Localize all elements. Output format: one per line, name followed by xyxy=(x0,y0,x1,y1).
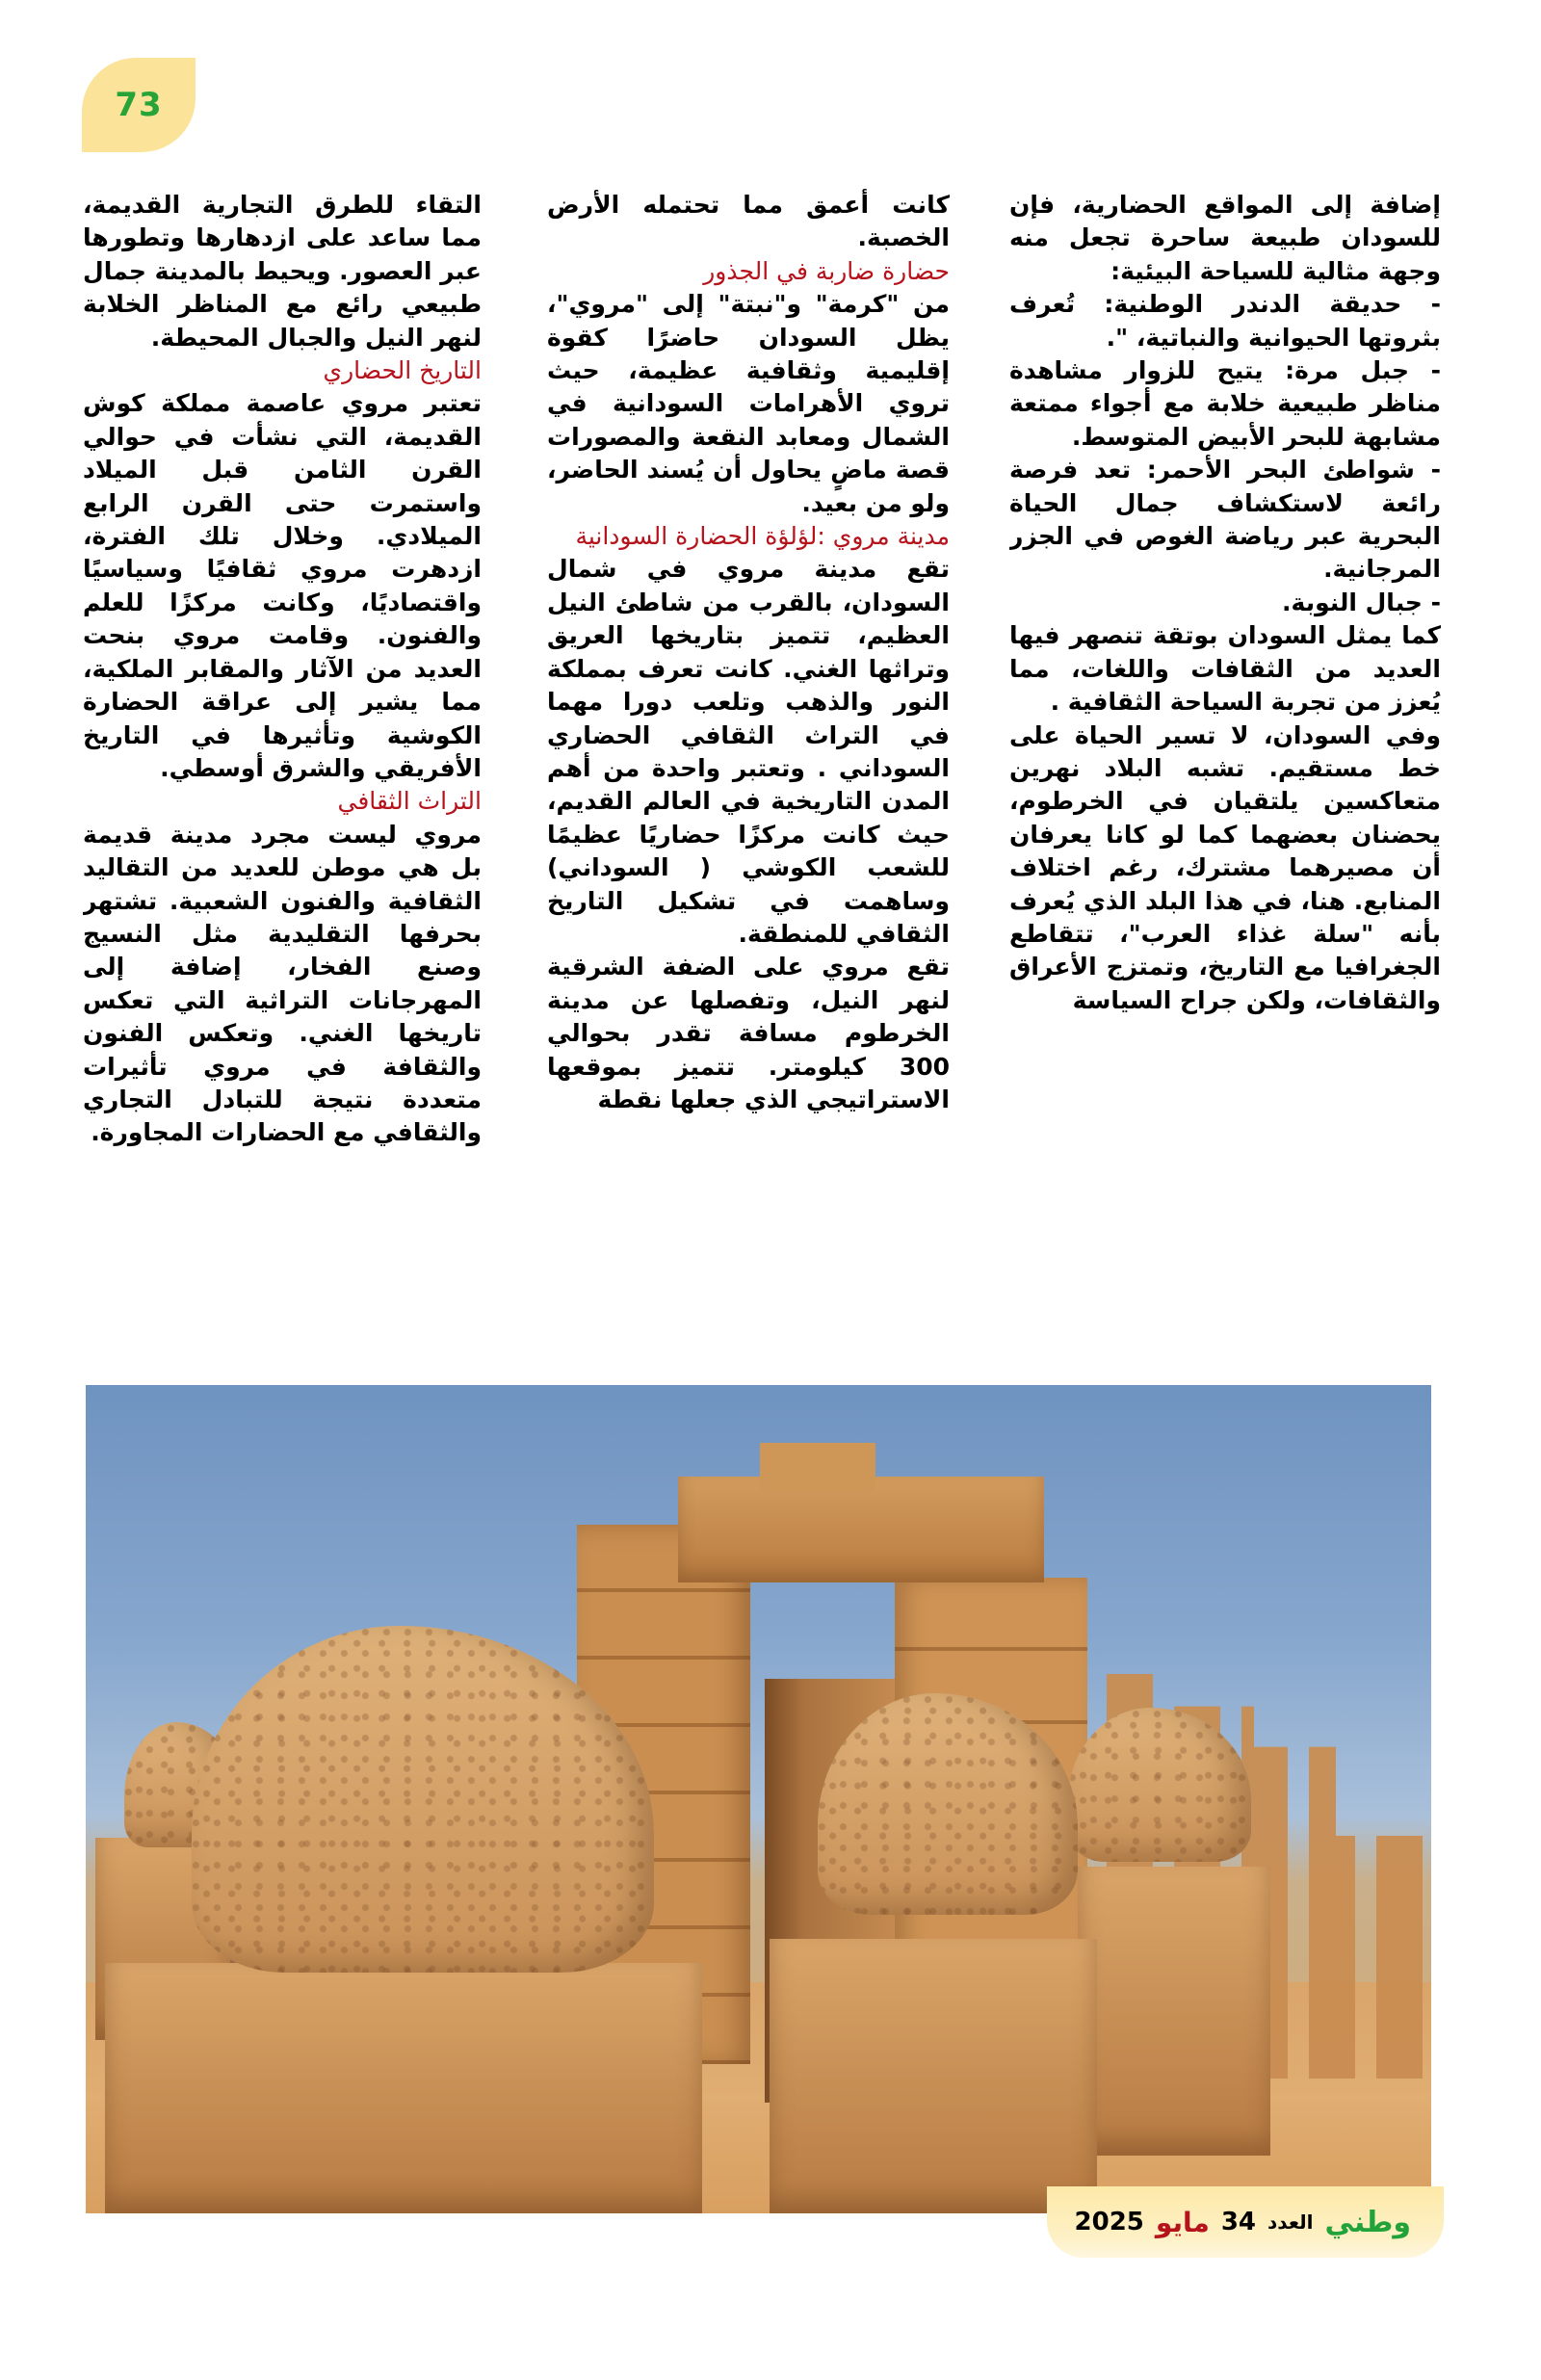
issue-label: العدد xyxy=(1267,2210,1314,2234)
list-item: - شواطئ البحر الأحمر: تعد فرصة رائعة لاستكشاف جمال الحياة البحرية عبر رياضة الغوص في الجزر المرجانية. xyxy=(1009,456,1441,584)
magazine-name: وطني xyxy=(1324,2205,1411,2239)
photo-pedestal xyxy=(105,1963,702,2213)
issue-year: 2025 xyxy=(1074,2208,1144,2236)
paragraph: من "كرمة" و"نبتة" إلى "مروي"، يظل السودان حاضرًا كقوة إقليمية وثقافية عظيمة، حيث تروي الأهرامات السودانية في الشمال ومعابد النقعة والمصورات قصة ماضٍ يحاول أن يُسند الحاضر، ولو من بعيد. xyxy=(547,290,950,517)
article-photo xyxy=(86,1385,1431,2213)
issue-footer xyxy=(1047,2186,1444,2258)
article-column-right xyxy=(1009,189,1441,1375)
photo-pedestal xyxy=(770,1939,1097,2213)
photo-gate-lintel xyxy=(678,1477,1044,1582)
paragraph: كما يمثل السودان بوتقة تنصهر فيها العديد من الثقافات واللغات، مما يُعزز من تجربة السياحة الثقافية . xyxy=(1009,621,1441,717)
photo-pedestal xyxy=(1078,1867,1270,2156)
paragraph: تعتبر مروي عاصمة مملكة كوش القديمة، التي نشأت في حوالي القرن الثامن قبل الميلاد واستمرت حتى القرن الرابع الميلادي. وخلال تلك الفترة، ازدهرت مروي ثقافيًا وسياسيًا واقتصاديًا، وكانت مركزًا للعلم والفنون. وقامت مروي بنحت العديد من الآثار والمقابر الملكية، مما يشير إلى عراقة الحضارة الكوشية وتأثيرها في التاريخ الأفريقي والشرق أوسطي. xyxy=(83,389,482,782)
paragraph: مروي ليست مجرد مدينة قديمة بل هي موطن للعديد من التقاليد الثقافية والفنون الشعبية. تشتهر بحرفها التقليدية مثل النسيج وصنع الفخار، إضافة إلى المهرجانات التراثية التي تعكس تاريخها الغني. وتعكس الفنون والثقافة في مروي تأثيرات متعددة نتيجة للتبادل التجاري والثقافي مع الحضارات المجاورة. xyxy=(83,820,482,1147)
paragraph: التقاء للطرق التجارية القديمة، مما ساعد على ازدهارها وتطورها عبر العصور. ويحيط بالمدينة جمال طبيعي رائع مع المناظر الخلابة لنهر النيل والجبال المحيطة. xyxy=(83,191,482,352)
paragraph: وفي السودان، لا تسير الحياة على خط مستقيم. تشبه البلاد نهرين متعاكسين يلتقيان في الخرطوم، يحضنان بعضهما كما لو كانا يعرفان أن مصيرهما مشترك، رغم اختلاف المنابع. هنا، في هذا البلد الذي يُعرف بأنه "سلة غذاء العرب"، تتقاطع الجغرافيا مع التاريخ، وتمتزج الأعراق والثقافات، ولكن جراح السياسة xyxy=(1009,720,1441,1014)
page-number: 73 xyxy=(115,86,163,124)
paragraph: تقع مروي على الضفة الشرقية لنهر النيل، وتفصلها عن مدينة الخرطوم مسافة تقدر بحوالي 300 كيلومتر. تتميز بموقعها الاستراتيجي الذي جعلها نقطة xyxy=(547,953,950,1113)
section-heading: التراث الثقافي xyxy=(337,787,482,816)
page-number-badge xyxy=(82,58,196,152)
list-item: - حديقة الدندر الوطنية: تُعرف بثروتها الحيوانية والنباتية، ". xyxy=(1009,290,1441,352)
section-heading: حضارة ضاربة في الجذور xyxy=(703,256,950,285)
section-heading: التاريخ الحضاري xyxy=(323,356,482,385)
section-heading: مدينة مروي :لؤلؤة الحضارة السودانية xyxy=(575,522,950,551)
list-item: - جبل مرة: يتيح للزوار مشاهدة مناظر طبيعية خلابة مع أجواء ممتعة مشابهة للبحر الأبيض المتوسط. xyxy=(1009,356,1441,451)
photo-gate-cap xyxy=(760,1443,875,1491)
list-item: - جبال النوبة. xyxy=(1282,588,1441,616)
paragraph: كانت أعمق مما تحتمله الأرض الخصبة. xyxy=(547,191,950,252)
issue-month: مايو xyxy=(1155,2206,1210,2238)
paragraph: إضافة إلى المواقع الحضارية، فإن للسودان طبيعة ساحرة تجعل منه وجهة مثالية للسياحة البيئية: xyxy=(1009,191,1441,285)
article-column-middle xyxy=(547,189,950,1375)
paragraph: تقع مدينة مروي في شمال السودان، بالقرب من شاطئ النيل العظيم، تتميز بتاريخها العريق وتراثها الغني. كانت تعرف بمملكة النور والذهب وتلعب دورا مهما في التراث الثقافي الحضاري السوداني . وتعتبر واحدة من أهم المدن التاريخية في العالم القديم، حيث كانت مركزًا حضاريًا عظيمًا للشعب الكوشي ( السوداني) وساهمت في تشكيل التاريخ الثقافي للمنطقة. xyxy=(547,555,950,948)
issue-number: 34 xyxy=(1220,2208,1256,2236)
article-column-left xyxy=(83,189,482,1375)
